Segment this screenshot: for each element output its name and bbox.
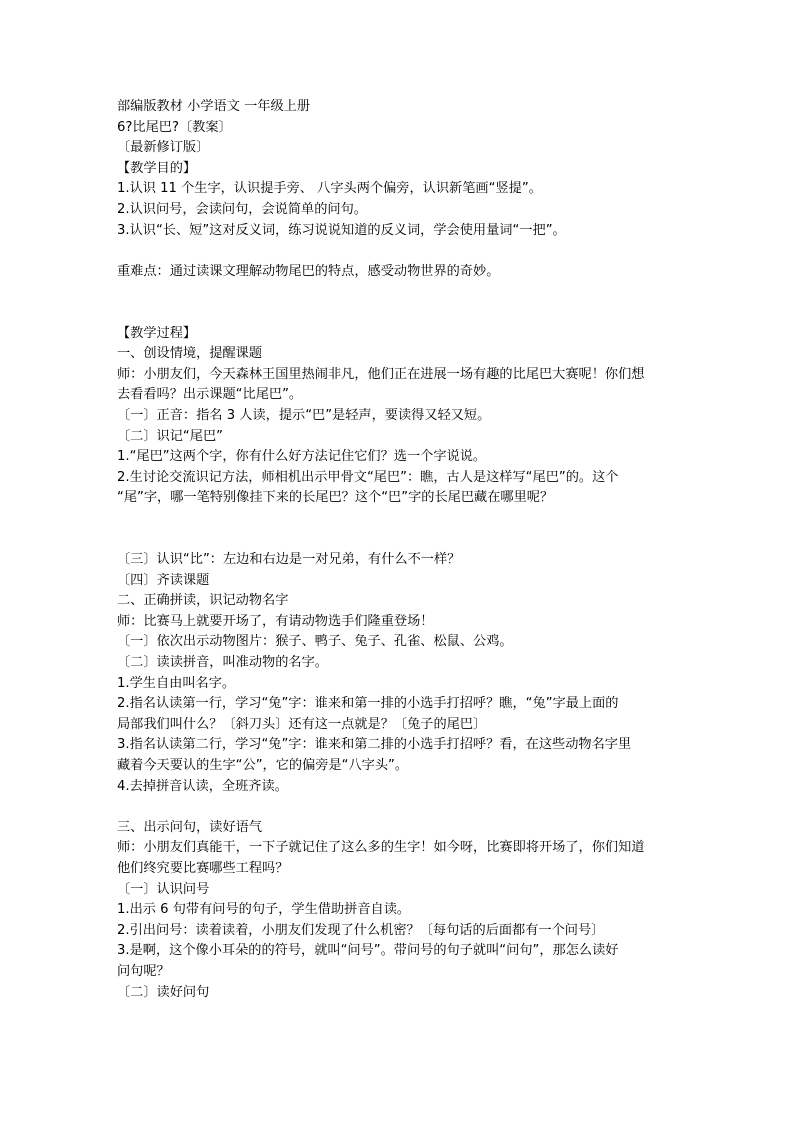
text-line: 〔最新修订版〕 <box>117 140 210 156</box>
text-line: 重难点：通过读课文理解动物尾巴的特点，感受动物世界的奇妙。 <box>117 263 500 279</box>
text-line: 藏着今天要认的生字“公”，它的偏旁是“八字头”。 <box>117 758 409 773</box>
text-line: 1.出示 6 句带有问号的句子，学生借助拼音自读。 <box>117 902 411 918</box>
text-line: 〔一〕正音：指名 3 人读，提示“巴”是轻声，要读得又轻又短。 <box>117 407 491 423</box>
blank-line <box>117 303 682 324</box>
text-line: 1.“尾巴”这两个字，你有什么好方法记住它们？选一个字说说。 <box>117 449 487 465</box>
text-line: 2.认识问号，会读问句，会说简单的问句。 <box>117 201 367 217</box>
text-line: 3.认识“长、短”这对反义词，练习说说知道的反义词，学会使用量词“一把”。 <box>117 222 566 238</box>
text-line: 【教学过程】 <box>117 325 197 341</box>
text-line: 三、出示问句，读好语气 <box>117 819 263 835</box>
text-line: “尾”字，哪一笔特别像挂下来的长尾巴？这个“巴”字的长尾巴藏在哪里呢？ <box>117 490 554 506</box>
blank-line <box>117 529 682 550</box>
text-line: 一、创设情境，提醒课题 <box>117 346 263 362</box>
text-line: 部编版教材 小学语文 一年级上册 <box>117 99 311 114</box>
text-line: 3.是啊，这个像小耳朵的的符号，就叫“问号”。带问号的句子就叫“问句”，那怎么读好 <box>117 943 619 959</box>
text-line: 〔二〕识记“尾巴” <box>117 428 223 444</box>
blank-line <box>117 241 682 262</box>
text-line: 〔一〕认识问号 <box>117 881 210 897</box>
blank-line <box>117 797 682 818</box>
lesson-plan-text <box>117 97 682 1003</box>
text-line: 3.指名认读第二行，学习“兔”字：谁来和第二排的小选手打招呼？看，在这些动物名字里 <box>117 737 632 753</box>
text-line: 〔三〕认识“比”：左边和右边是一对兄弟，有什么不一样？ <box>117 552 461 568</box>
text-line: 他们终究要比赛哪些工程吗？ <box>117 860 289 876</box>
text-line: 2.指名认读第一行，学习“兔”字：谁来和第一排的小选手打招呼？瞧，“兔”字最上面的 <box>117 696 619 712</box>
text-line: 1.学生自由叫名字。 <box>117 675 236 691</box>
blank-line <box>117 509 682 530</box>
text-line: 〔二〕读读拼音，叫准动物的名字。 <box>117 655 328 671</box>
text-line: 〔二〕读好问句 <box>117 984 210 1000</box>
text-line: 局部我们叫什么？〔斜刀头〕还有这一点就是？〔兔子的尾巴〕 <box>117 716 487 732</box>
text-line: 4.去掉拼音认读，全班齐读。 <box>117 778 288 794</box>
text-line: 【教学目的】 <box>117 160 197 176</box>
text-line: 师：小朋友们真能干，一下子就记住了这么多的生字！如今呀，比赛即将开场了，你们知道 <box>117 840 645 856</box>
text-line: 2.生讨论交流识记方法，师相机出示甲骨文“尾巴”：瞧，古人是这样写“尾巴”的。这个 <box>117 469 619 485</box>
text-line: 2.引出问号：读着读着，小朋友们发现了什么机密？〔每句话的后面都有一个问号〕 <box>117 922 605 938</box>
text-line: 师：小朋友们，今天森林王国里热闹非凡，他们正在进展一场有趣的比尾巴大赛呢！你们想 <box>117 366 645 382</box>
text-line: 〔一〕依次出示动物图片：猴子、鸭子、兔子、孔雀、松鼠、公鸡。 <box>117 634 513 650</box>
text-line: 师：比赛马上就要开场了，有请动物选手们隆重登场！ <box>117 613 434 629</box>
text-line: 6?比尾巴?〔教案〕 <box>117 119 232 135</box>
text-line: 去看看吗？出示课题“比尾巴”。 <box>117 387 303 403</box>
text-line: 问句呢？ <box>117 963 170 979</box>
text-line: 二、正确拼读，识记动物名字 <box>117 593 289 609</box>
blank-line <box>117 282 682 303</box>
text-line: 〔四〕齐读课题 <box>117 572 210 588</box>
text-line: 1.认识 11 个生字，认识提手旁、 八字头两个偏旁，认识新笔画“竖提”。 <box>117 181 542 197</box>
